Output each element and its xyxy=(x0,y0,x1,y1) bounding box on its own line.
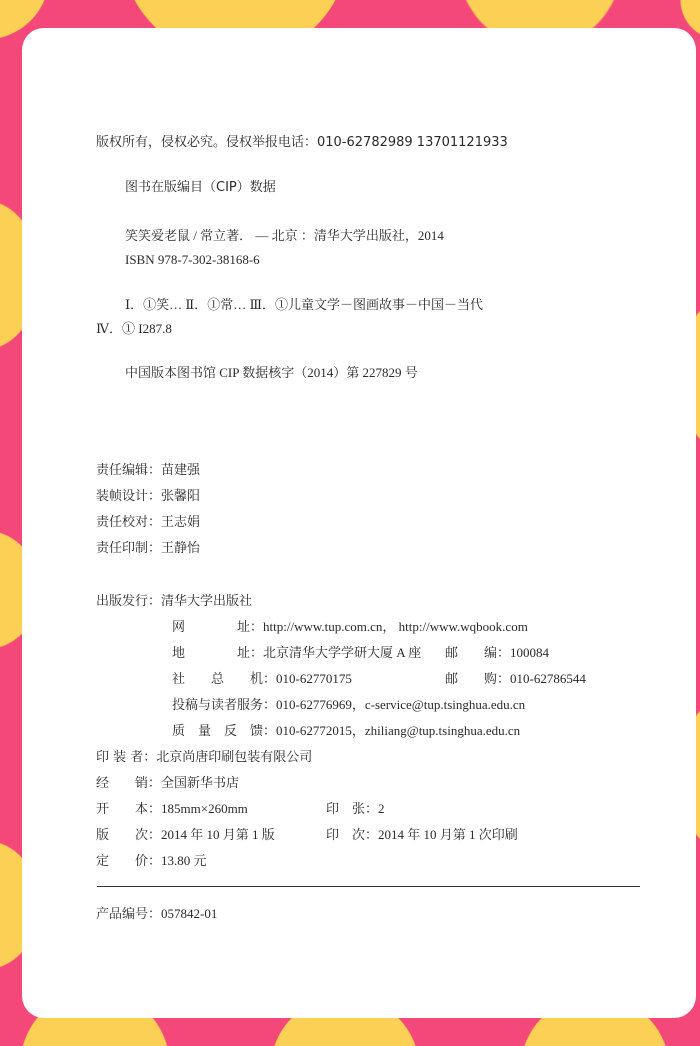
printer-row: 印 装 者：北京尚唐印刷包装有限公司 xyxy=(96,749,313,765)
staff-row xyxy=(96,488,200,505)
format-row: 开 本：185mm×260mm xyxy=(96,801,248,817)
divider xyxy=(97,886,640,887)
cip-title-line: 笑笑爱老鼠 / 常立著． — 北京 ：清华大学出版社，2014 xyxy=(125,228,444,243)
staff-value: 苗建强 xyxy=(161,462,201,477)
reader-service-row: 投稿与读者服务：010-62776969，c-service@tup.tsinghua.edu.cn xyxy=(172,697,526,713)
publisher-row: 出版发行：清华大学出版社 xyxy=(96,593,253,609)
staff-label: 责任印制： xyxy=(96,541,162,556)
staff-label: 责任编辑： xyxy=(96,463,162,478)
website-row: 网 址：http://www.tup.com.cn， http://www.wqbook.com xyxy=(172,619,528,635)
staff-row xyxy=(96,462,200,479)
mail-order-row: 邮 购：010-62786544 xyxy=(445,671,586,687)
switchboard-row: 社 总 机：010-62770175 xyxy=(172,671,352,687)
sheets-row: 印 张：2 xyxy=(326,801,385,817)
distributor-row: 经 销：全国新华书店 xyxy=(96,775,240,791)
product-code: 产品编号：057842-01 xyxy=(96,906,218,921)
zip-row: 邮 编：100084 xyxy=(445,645,550,661)
price-row: 定 价：13.80 元 xyxy=(96,853,207,869)
staff-row xyxy=(96,514,200,531)
staff-value: 王志娟 xyxy=(161,514,201,529)
staff-label: 装帧设计： xyxy=(96,489,162,504)
staff-value: 王静怡 xyxy=(161,540,201,555)
cip-heading: 图书在版编目（CIP）数据 xyxy=(125,180,276,195)
quality-feedback-row: 质 量 反 馈：010-62772015，zhiliang@tup.tsinghua.edu.cn xyxy=(172,723,521,739)
copyright-notice: 版权所有，侵权必究。侵权举报电话：010-62782989 13701121933 xyxy=(96,135,508,150)
edition-row: 版 次：2014 年 10 月第 1 版 xyxy=(96,827,275,843)
cip-classification: Ⅰ．①笑… Ⅱ．①常… Ⅲ．①儿童文学－图画故事－中国－当代 xyxy=(125,297,484,312)
printing-row: 印 次：2014 年 10 月第 1 次印刷 xyxy=(326,827,518,843)
cip-isbn: ISBN 978-7-302-38168-6 xyxy=(125,252,260,267)
address-row: 地 址：北京清华大学学研大厦 A 座 xyxy=(172,645,422,661)
cip-record: 中国版本图书馆 CIP 数据核字（2014）第 227829 号 xyxy=(125,365,418,380)
cip-classification-2: Ⅳ．① I287.8 xyxy=(96,321,172,336)
staff-value: 张馨阳 xyxy=(161,488,201,503)
staff-row xyxy=(96,540,200,557)
staff-label: 责任校对： xyxy=(96,515,162,530)
